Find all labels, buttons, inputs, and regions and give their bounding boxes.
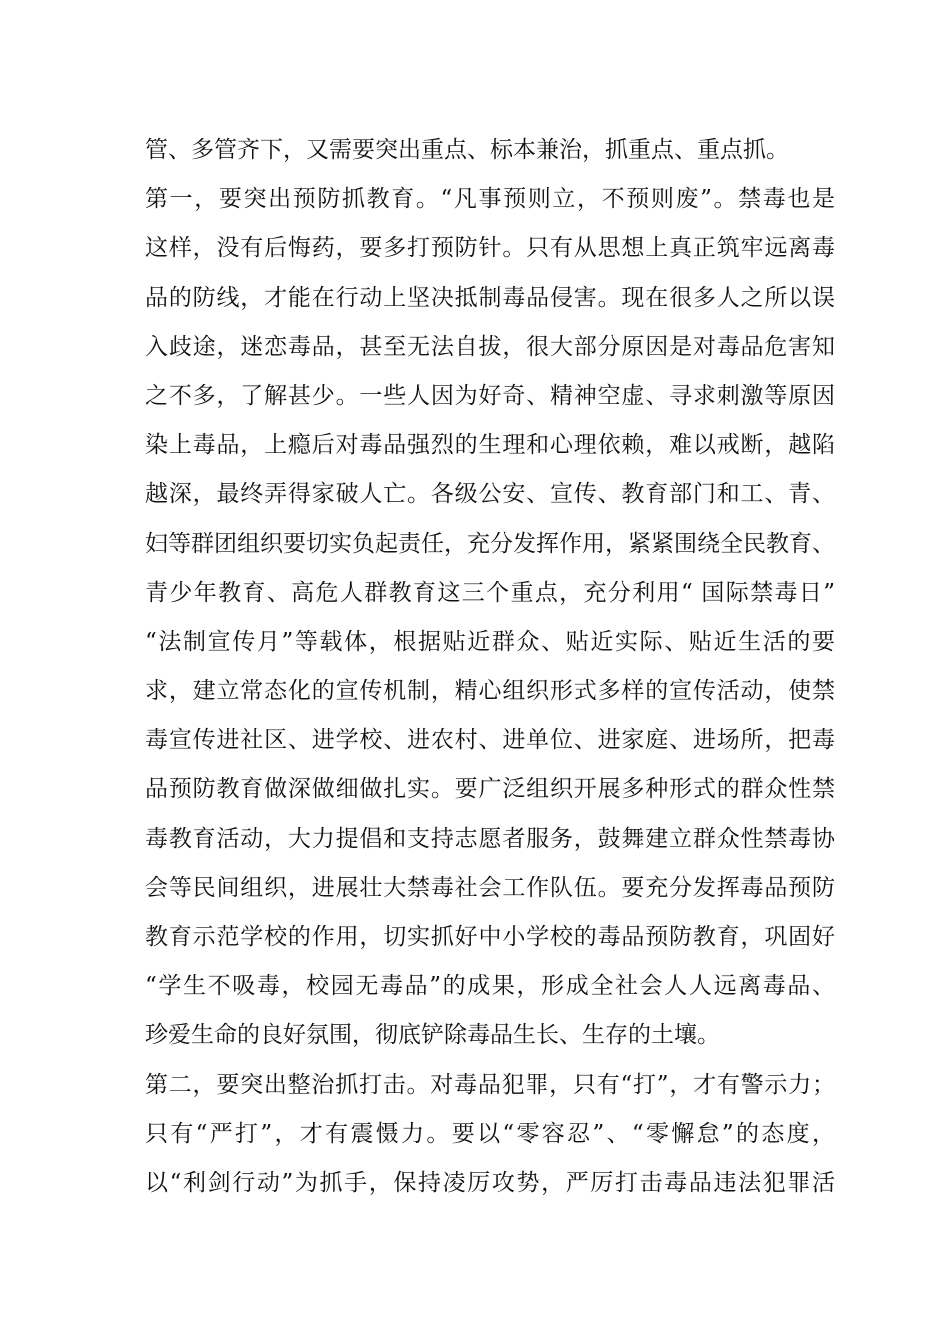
text-line: 只有“严打”，才有震慑力。要以“零容忍”、“零懈怠”的态度，: [145, 1120, 835, 1147]
text-line: 以“利剑行动”为抓手，保持凌厉攻势，严厉打击毒品违法犯罪活: [145, 1169, 835, 1196]
text-line: 妇等群团组织要切实负起责任，充分发挥作用，紧紧围绕全民教育、: [145, 530, 835, 557]
text-line: 这样，没有后悔药，要多打预防针。只有从思想上真正筑牢远离毒: [145, 235, 835, 262]
text-line: 毒宣传进社区、进学校、进农村、进单位、进家庭、进场所，把毒: [145, 727, 835, 754]
text-line: 入歧途，迷恋毒品，甚至无法自拔，很大部分原因是对毒品危害知: [145, 333, 835, 360]
text-line: 教育示范学校的作用，切实抓好中小学校的毒品预防教育，巩固好: [145, 924, 835, 950]
text-line: 越深，最终弄得家破人亡。各级公安、宣传、教育部门和工、青、: [145, 481, 835, 508]
text-line: 管、多管齐下，又需要突出重点、标本兼治，抓重点、重点抓。: [145, 137, 789, 163]
text-line: 品的防线，才能在行动上坚决抵制毒品侵害。现在很多人之所以误: [145, 284, 835, 311]
text-line: “法制宣传月”等载体，根据贴近群众、贴近实际、贴近生活的要: [145, 628, 835, 655]
text-line: 染上毒品，上瘾后对毒品强烈的生理和心理依赖，难以戒断，越陷: [145, 432, 835, 459]
text-line: 会等民间组织，进展壮大禁毒社会工作队伍。要充分发挥毒品预防: [145, 874, 835, 901]
text-line: 求，建立常态化的宣传机制，精心组织形式多样的宣传活动，使禁: [145, 678, 835, 705]
text-line: “学生不吸毒，校园无毒品”的成果，形成全社会人人远离毒品、: [145, 973, 835, 1000]
text-line: 珍爱生命的良好氛围，彻底铲除毒品生长、生存的土壤。: [145, 1022, 720, 1049]
text-line: 品预防教育做深做细做扎实。要广泛组织开展多种形式的群众性禁: [145, 776, 835, 803]
text-line: 之不多，了解甚少。一些人因为好奇、精神空虚、寻求刺激等原因: [145, 382, 835, 409]
text-line: 青少年教育、高危人群教育这三个重点，充分利用“ 国际禁毒日”: [145, 579, 835, 606]
text-line: 毒教育活动，大力提倡和支持志愿者服务，鼓舞建立群众性禁毒协: [145, 825, 835, 852]
text-line: 第二，要突出整治抓打击。对毒品犯罪，只有“打”，才有警示力；: [145, 1071, 835, 1098]
document-body-text: [145, 126, 835, 1208]
text-line: 第一，要突出预防抓教育。“凡事预则立，不预则废”。禁毒也是: [145, 186, 835, 213]
